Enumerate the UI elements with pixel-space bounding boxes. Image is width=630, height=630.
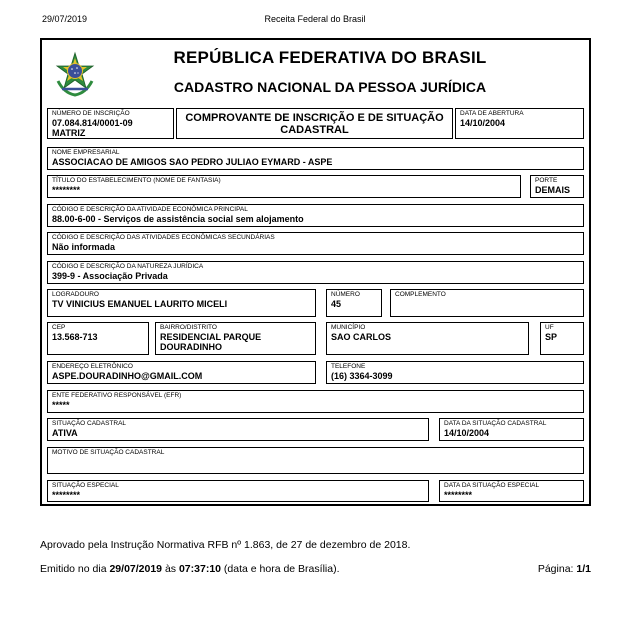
print-date: 29/07/2019 bbox=[42, 14, 88, 24]
field-atividade-principal bbox=[47, 204, 584, 227]
field-atividades-secundarias bbox=[47, 232, 584, 255]
field-label: CÓDIGO E DESCRIÇÃO DA NATUREZA JURÍDICA bbox=[52, 263, 204, 270]
pagina-value: 1/1 bbox=[576, 563, 591, 575]
field-value: TV VINICIUS EMANUEL LAURITO MICELI bbox=[52, 298, 228, 309]
field-value: 14/10/2004 bbox=[460, 117, 506, 128]
field-value: 14/10/2004 bbox=[444, 427, 490, 438]
field-value: (16) 3364-3099 bbox=[331, 370, 393, 381]
field-email bbox=[47, 361, 316, 384]
field-label: TELEFONE bbox=[331, 363, 366, 370]
field-value: 07.084.814/0001-09 bbox=[52, 117, 133, 128]
field-value-matriz: MATRIZ bbox=[52, 127, 86, 138]
field-abertura bbox=[455, 108, 584, 139]
field-cep bbox=[47, 322, 149, 355]
field-uf bbox=[540, 322, 584, 355]
emitido-prefix: Emitido no dia bbox=[40, 563, 107, 575]
field-data-situacao bbox=[439, 418, 584, 441]
footer-emitido bbox=[40, 563, 339, 575]
field-label: CEP bbox=[52, 324, 66, 331]
emitido-time: 07:37:10 bbox=[178, 563, 221, 575]
footer-aprovado: Aprovado pela Instrução Normativa RFB nº 1.863, de 27 de dezembro de 2018. bbox=[40, 539, 411, 551]
field-label: NÚMERO DE INSCRIÇÃO bbox=[52, 110, 130, 117]
field-label: PORTE bbox=[535, 177, 558, 184]
field-label: DATA DE ABERTURA bbox=[460, 110, 524, 117]
field-value: ASPE.DOURADINHO@GMAIL.COM bbox=[52, 370, 203, 381]
comprovante-title: COMPROVANTE DE INSCRIÇÃO E DE SITUAÇÃO CADASTRAL bbox=[176, 108, 453, 139]
field-porte bbox=[530, 175, 584, 198]
field-label: NÚMERO bbox=[331, 291, 360, 298]
field-label: BAIRRO/DISTRITO bbox=[160, 324, 217, 331]
doc-title: REPÚBLICA FEDERATIVA DO BRASIL bbox=[173, 48, 487, 67]
field-value: ATIVA bbox=[52, 427, 78, 438]
field-label: MOTIVO DE SITUAÇÃO CADASTRAL bbox=[52, 449, 165, 456]
emitido-date: 29/07/2019 bbox=[109, 563, 163, 575]
field-label: SITUAÇÃO CADASTRAL bbox=[52, 420, 127, 427]
field-label: MUNICÍPIO bbox=[331, 324, 366, 331]
print-title: Receita Federal do Brasil bbox=[264, 14, 366, 24]
field-label: DATA DA SITUAÇÃO CADASTRAL bbox=[444, 420, 547, 427]
field-label: CÓDIGO E DESCRIÇÃO DAS ATIVIDADES ECONÔMICAS SECUNDÁRIAS bbox=[52, 234, 275, 241]
field-value: 13.568-713 bbox=[52, 331, 98, 342]
pagina-label: Página: bbox=[537, 563, 574, 575]
field-value: Não informada bbox=[52, 241, 116, 252]
field-situacao-cadastral bbox=[47, 418, 429, 441]
field-inscricao bbox=[47, 108, 174, 139]
field-label: SITUAÇÃO ESPECIAL bbox=[52, 482, 119, 489]
field-value: 45 bbox=[331, 298, 342, 309]
field-motivo bbox=[47, 447, 584, 474]
field-label: UF bbox=[545, 324, 554, 331]
field-data-situacao-especial bbox=[439, 480, 584, 502]
field-numero bbox=[326, 289, 382, 317]
field-label: COMPLEMENTO bbox=[395, 291, 446, 298]
field-value: SP bbox=[545, 331, 558, 342]
field-value: ******** bbox=[444, 489, 473, 500]
emitido-mid: às bbox=[164, 563, 177, 575]
field-value: ******** bbox=[52, 489, 81, 500]
field-value: 88.00-6-00 - Serviços de assistência social sem alojamento bbox=[52, 213, 304, 224]
field-label: ENTE FEDERATIVO RESPONSÁVEL (EFR) bbox=[52, 392, 182, 399]
field-label: LOGRADOURO bbox=[52, 291, 99, 298]
field-natureza-juridica bbox=[47, 261, 584, 284]
field-efr bbox=[47, 390, 584, 413]
field-value: ***** bbox=[52, 399, 70, 410]
field-nome-fantasia bbox=[47, 175, 521, 198]
field-label: TÍTULO DO ESTABELECIMENTO (NOME DE FANTASIA) bbox=[52, 177, 221, 184]
field-nome-empresarial bbox=[47, 147, 584, 170]
footer-pagina bbox=[538, 563, 591, 575]
field-value: ******** bbox=[52, 184, 81, 195]
field-value: 399-9 - Associação Privada bbox=[52, 270, 168, 281]
field-telefone bbox=[326, 361, 584, 384]
field-label: CÓDIGO E DESCRIÇÃO DA ATIVIDADE ECONÔMICA PRINCIPAL bbox=[52, 206, 248, 213]
field-value: SAO CARLOS bbox=[331, 331, 392, 342]
field-label: NOME EMPRESARIAL bbox=[52, 149, 120, 156]
field-municipio bbox=[326, 322, 529, 355]
field-value: DEMAIS bbox=[535, 184, 571, 195]
field-label: ENDEREÇO ELETRÔNICO bbox=[52, 363, 133, 370]
doc-subtitle: CADASTRO NACIONAL DA PESSOA JURÍDICA bbox=[173, 79, 487, 95]
field-situacao-especial bbox=[47, 480, 429, 502]
field-logradouro bbox=[47, 289, 316, 317]
field-value: RESIDENCIAL PARQUE DOURADINHO bbox=[160, 331, 262, 352]
brazil-coat-of-arms-icon bbox=[52, 51, 98, 99]
emitido-suffix: (data e hora de Brasília). bbox=[223, 563, 340, 575]
field-value: ASSOCIACAO DE AMIGOS SAO PEDRO JULIAO EYMARD - ASPE bbox=[52, 156, 333, 167]
field-label: DATA DA SITUAÇÃO ESPECIAL bbox=[444, 482, 540, 489]
field-bairro bbox=[155, 322, 316, 355]
field-complemento bbox=[390, 289, 584, 317]
